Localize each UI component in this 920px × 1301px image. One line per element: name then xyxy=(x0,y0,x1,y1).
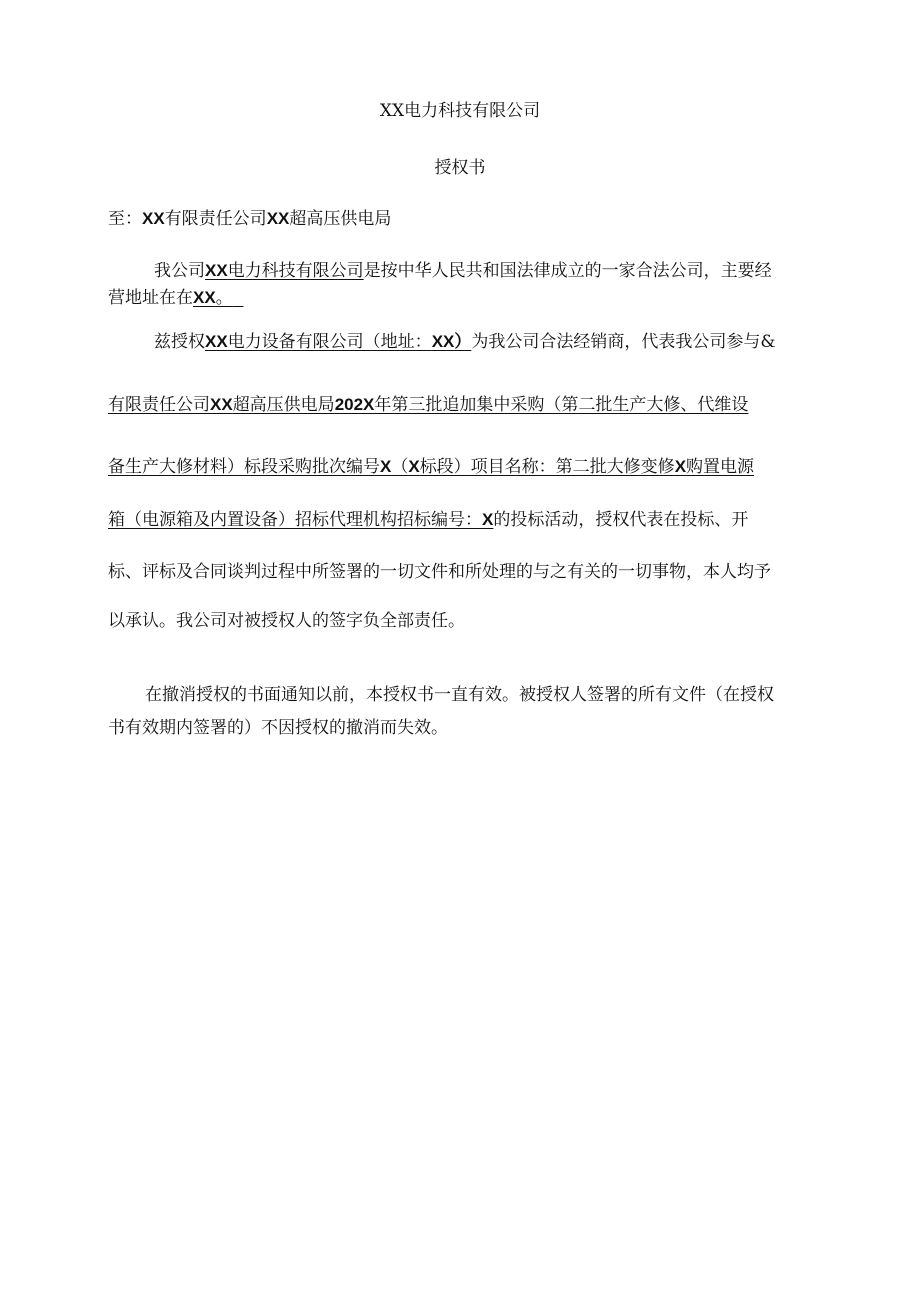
company-title xyxy=(0,99,920,123)
paragraph2-line2 xyxy=(108,393,748,417)
project-underlined-1: 有限责任公司XX超高压供电局202X年第三批追加集中采购（第二批生产大修、代维设 xyxy=(108,395,749,415)
recipient-line: 至：XX有限责任公司XX超高压供电局 xyxy=(108,209,392,229)
paragraph2-line1: 兹授权XX电力设备有限公司（地址：XX）为我公司合法经销商，代表我公司参与& xyxy=(154,332,776,352)
authorized-company-underlined: XX电力设备有限公司（地址：XX） xyxy=(205,332,472,352)
document-title: 授权书 xyxy=(434,158,486,178)
project-underlined-2: 备生产大修材料）标段采购批次编号X（X标段）项目名称：第二批大修变修X购置电源 xyxy=(108,457,755,477)
paragraph2-line5: 标、评标及合同谈判过程中所签署的一切文件和所处理的与之有关的一切事物，本人均予 xyxy=(108,562,771,582)
company-name: XX电力科技有限公司 xyxy=(379,101,541,121)
paragraph2-line6: 以承认。我公司对被授权人的签字负全部责任。 xyxy=(108,611,465,631)
paragraph3-line1: 在撤消授权的书面通知以前，本授权书一直有效。被授权人签署的所有文件（在授权 xyxy=(145,685,774,705)
company-name-underlined: XX电力科技有限公司 xyxy=(205,261,364,281)
address-underlined: XX。 xyxy=(193,288,233,308)
paragraph2-line4: 箱（电源箱及内置设备）招标代理机构招标编号：X的投标活动，授权代表在投标、开 xyxy=(108,510,749,530)
paragraph3-line2: 书有效期内签署的）不因授权的撤消而失效。 xyxy=(108,718,448,738)
paragraph1-line2: 营地址在在XX。 xyxy=(108,286,244,310)
paragraph2-line3 xyxy=(108,455,754,479)
project-underlined-3: 箱（电源箱及内置设备）招标代理机构招标编号：X xyxy=(108,510,494,530)
paragraph1-line1: 我公司XX电力科技有限公司是按中华人民共和国法律成立的一家合法公司，主要经 xyxy=(154,261,772,281)
